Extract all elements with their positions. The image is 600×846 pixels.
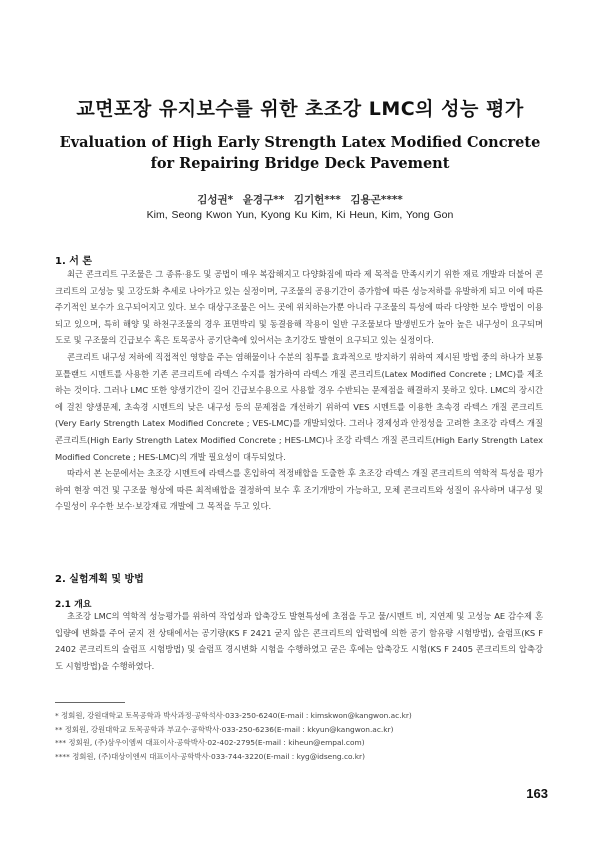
authors-korean: 김성권* 윤경구** 김기헌*** 김용곤**** bbox=[197, 194, 403, 206]
page-number: 163 bbox=[526, 786, 548, 801]
title-english-line-1: Evaluation of High Early Strength Latex Modified Concrete bbox=[59, 134, 541, 151]
section-2-1-heading: 2.1 개요 bbox=[55, 600, 92, 610]
section-1-paragraph: 콘크리트 내구성 저하에 직접적인 영향을 주는 염해물이나 수분의 침투를 효과적으로 방지하기 위하여 제시된 방법 중의 하나가 보통 포틀랜드 시멘트를 사용한 기존 콘크리트에 라텍스 수지를 첨가하여 라텍스 개질 콘크리트(Latex Modified Concrete ; LMC)를 제조하는 것이다. 그러나 LMC 또한 양생기간이 길어 긴급보수용으로 사용할 경우 수반되는 문제점을 해결하지 못하고 있다. LMC의 장시간에 걸친 양생문제, 초속경 시멘트의 낮은 내구성 등의 문제점을 개선하기 위하여 VES 시멘트를 이용한 초속경 라텍스 개질 콘크리트(Very Early Strength Latex Modified Concrete ; VES-LMC)를 개발되었다. 그러나 경제성과 안정성을 고려한 초조강 라텍스 개질 콘크리트(High Early Strength Latex Modified Concrete ; HES-LMC)나 조강 라텍스 개질 콘크리트(High Early Strength Latex Modified Concrete ; HES-LMC)의 개발 필요성이 대두되었다. bbox=[55, 351, 543, 462]
title-english-line-2: for Repairing Bridge Deck Pavement bbox=[150, 155, 450, 172]
section-1-heading: 1. 서 론 bbox=[55, 256, 93, 267]
footnote-divider bbox=[55, 702, 125, 703]
footnote: * 정회원, 강원대학교 토목공학과 박사과정·공학석사·033-250-6240(E-mail : kimskwon@kangwon.ac.kr) bbox=[55, 711, 412, 720]
section-2-paragraph: 초조강 LMC의 역학적 성능평가를 위하여 작업성과 압축강도 발현특성에 초점을 두고 물/시멘트 비, 지연제 및 고성능 AE 감수제 혼입량에 변화를 주어 굳지 전 상태에서는 공기량(KS F 2421 굳지 않은 콘크리트의 압력법에 의한 공기 함유량 시험방법), 슬럼프(KS F 2402 콘크리트의 슬럼프 시험방법) 및 슬럼프 경시변화 시험을 수행하였고 굳은 후에는 압축강도 시험(KS F 2405 콘크리트의 압축강도 시험방법)을 수행하였다. bbox=[55, 611, 543, 671]
section-1-paragraph: 최근 콘크리트 구조물은 그 종류·용도 및 공법이 매우 복잡해지고 다양화짐에 따라 제 목적을 만족시키기 위한 재료 개발과 더불어 콘크리트의 고성능 및 고강도화 추세로 나아가고 있는 실정이며, 구조물의 공용기간이 증가함에 따른 성능저하를 유발하게 되고 이에 따른 주기적인 보수가 요구되어지고 있다. 보수 대상구조물은 어느 곳에 위치하는가뿐 아니라 구조물의 특성에 따라 다양한 보수 방법이 이용되고 있으며, 특히 해양 및 하천구조물의 경우 표면박리 및 동결융해 작용이 일반 구조물보다 발생빈도가 높아 높은 내구성이 요구되며 도로 및 구조물의 긴급보수 혹은 토목공사 공기단축에 있어서는 초기강도 발현이 요구되고 있는 실정이다. bbox=[55, 269, 543, 346]
paper-title-korean: 교면포장 유지보수를 위한 초조강 LMC의 성능 평가 bbox=[76, 98, 524, 120]
footnote: **** 정회원, (주)대상이엔씨 대표이사·공학박사·033-744-3220(E-mail : kyg@idseng.co.kr) bbox=[55, 751, 365, 761]
authors-english: Kim, Seong Kwon Yun, Kyong Ku Kim, Ki Heun, Kim, Yong Gon bbox=[146, 209, 454, 221]
section-2-heading: 2. 실험계획 및 방법 bbox=[55, 574, 144, 585]
paper-title-english bbox=[0, 132, 600, 174]
footnotes bbox=[55, 709, 545, 763]
section-1-body bbox=[55, 266, 543, 515]
footnote: ** 정회원, 강원대학교 토목공학과 부교수·공학박사·033-250-6236(E-mail : kkyun@kangwon.ac.kr) bbox=[55, 724, 394, 734]
section-2-1-body bbox=[55, 608, 543, 674]
footnote: *** 정회원, (주)삼우이엠씨 대표이사·공학박사·02-402-2795(E-mail : kiheun@empal.com) bbox=[55, 738, 365, 747]
section-1-paragraph: 따라서 본 논문에서는 초조강 시멘트에 라텍스를 혼입하여 적정배합을 도출한 후 초조강 라텍스 개질 콘크리트의 역학적 특성을 평가하여 현장 여건 및 구조물 형상에 따른 최적배합을 결정하여 보수 후 조기개방이 가능하고, 모체 콘크리트와 성질이 유사하며 내구성 및 수밀성이 우수한 보수·보강재료 개발에 그 목적을 두고 있다. bbox=[55, 468, 543, 512]
